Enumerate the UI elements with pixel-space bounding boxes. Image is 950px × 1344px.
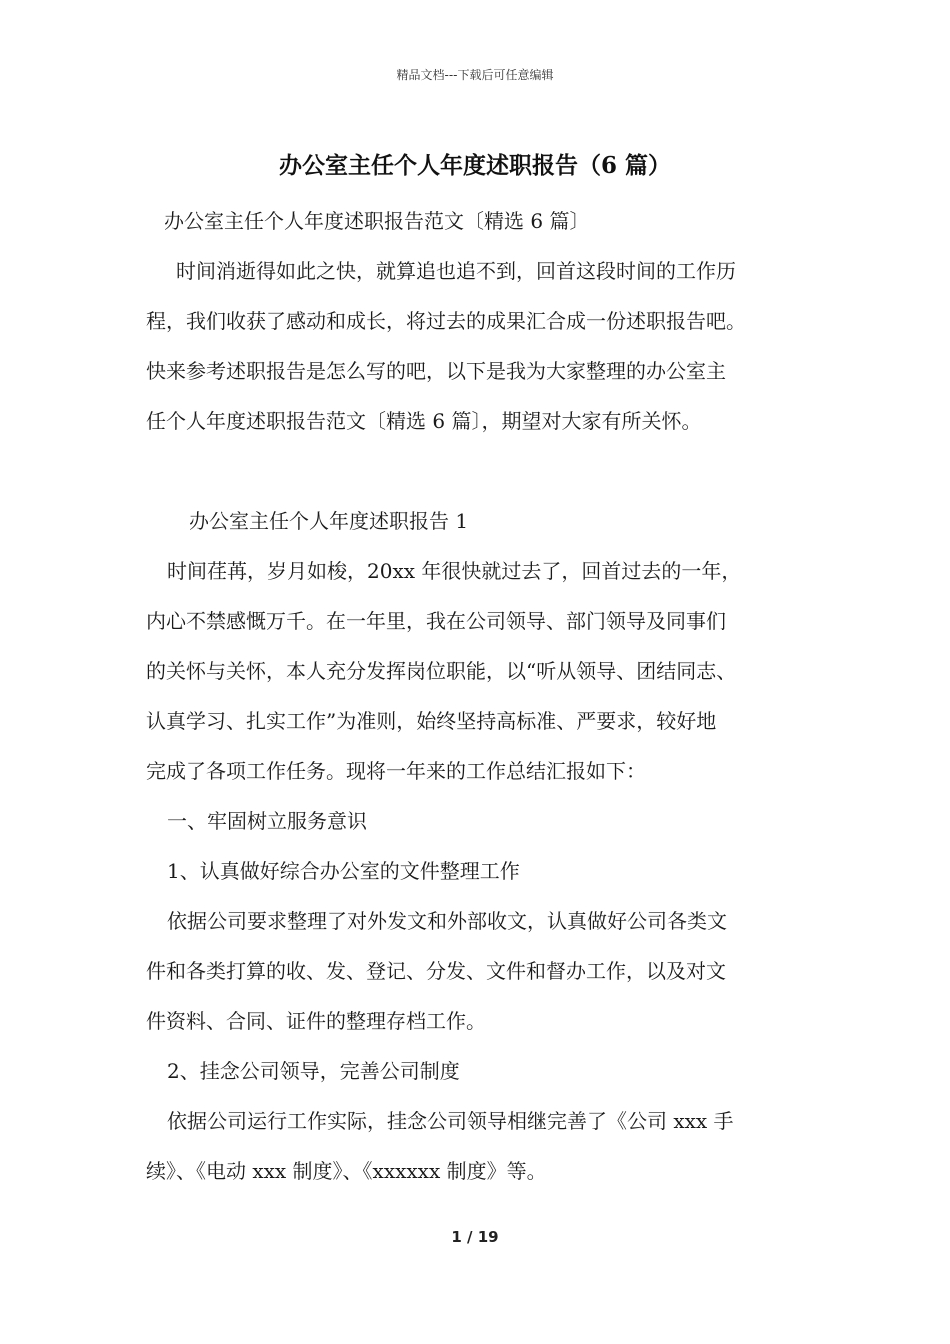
document-title: 办公室主任个人年度述职报告（6 篇） <box>278 152 671 179</box>
blank-line <box>146 446 836 496</box>
intro-line: 时间消逝得如此之快，就算追也追不到，回首这段时间的工作历 <box>176 259 736 283</box>
paragraph-line: 内心不禁感慨万千。在一年里，我在公司领导、部门领导及同事们 <box>146 609 726 633</box>
intro-line: 程，我们收获了感动和成长，将过去的成果汇合成一份述职报告吧。 <box>146 309 746 333</box>
page-number: 1 / 19 <box>451 1228 499 1246</box>
document-body <box>146 196 836 1196</box>
paragraph-line: 的关怀与关怀，本人充分发挥岗位职能，以“听从领导、团结同志、 <box>146 659 737 683</box>
intro-line: 快来参考述职报告是怎么写的吧，以下是我为大家整理的办公室主 <box>146 359 726 383</box>
section-heading: 办公室主任个人年度述职报告 1 <box>189 509 469 533</box>
heading-line: 2、挂念公司领导，完善公司制度 <box>167 1059 460 1083</box>
running-header: 精品文档---下载后可任意编辑 <box>396 68 554 82</box>
paragraph-line: 依据公司要求整理了对外发文和外部收文，认真做好公司各类文 <box>167 909 727 933</box>
paragraph-line: 时间荏苒，岁月如梭，20xx 年很快就过去了，回首过去的一年， <box>167 559 742 583</box>
paragraph-line: 依据公司运行工作实际，挂念公司领导相继完善了《公司 xxx 手 <box>167 1109 734 1133</box>
paragraph-line: 完成了各项工作任务。现将一年来的工作总结汇报如下： <box>146 759 646 783</box>
paragraph-line: 认真学习、扎实工作”为准则，始终坚持高标准、严要求，较好地 <box>146 709 717 733</box>
paragraph-line: 件资料、合同、证件的整理存档工作。 <box>146 1009 486 1033</box>
heading-line: 1、认真做好综合办公室的文件整理工作 <box>167 859 520 883</box>
paragraph-line: 件和各类打算的收、发、登记、分发、文件和督办工作，以及对文 <box>146 959 726 983</box>
heading-line: 一、牢固树立服务意识 <box>167 809 367 833</box>
document-subtitle: 办公室主任个人年度述职报告范文〔精选 6 篇〕 <box>164 209 590 233</box>
intro-line: 任个人年度述职报告范文〔精选 6 篇〕，期望对大家有所关怀。 <box>146 409 702 433</box>
paragraph-line: 续》、《电动 xxx 制度》、《xxxxxx 制度》等。 <box>146 1159 547 1183</box>
